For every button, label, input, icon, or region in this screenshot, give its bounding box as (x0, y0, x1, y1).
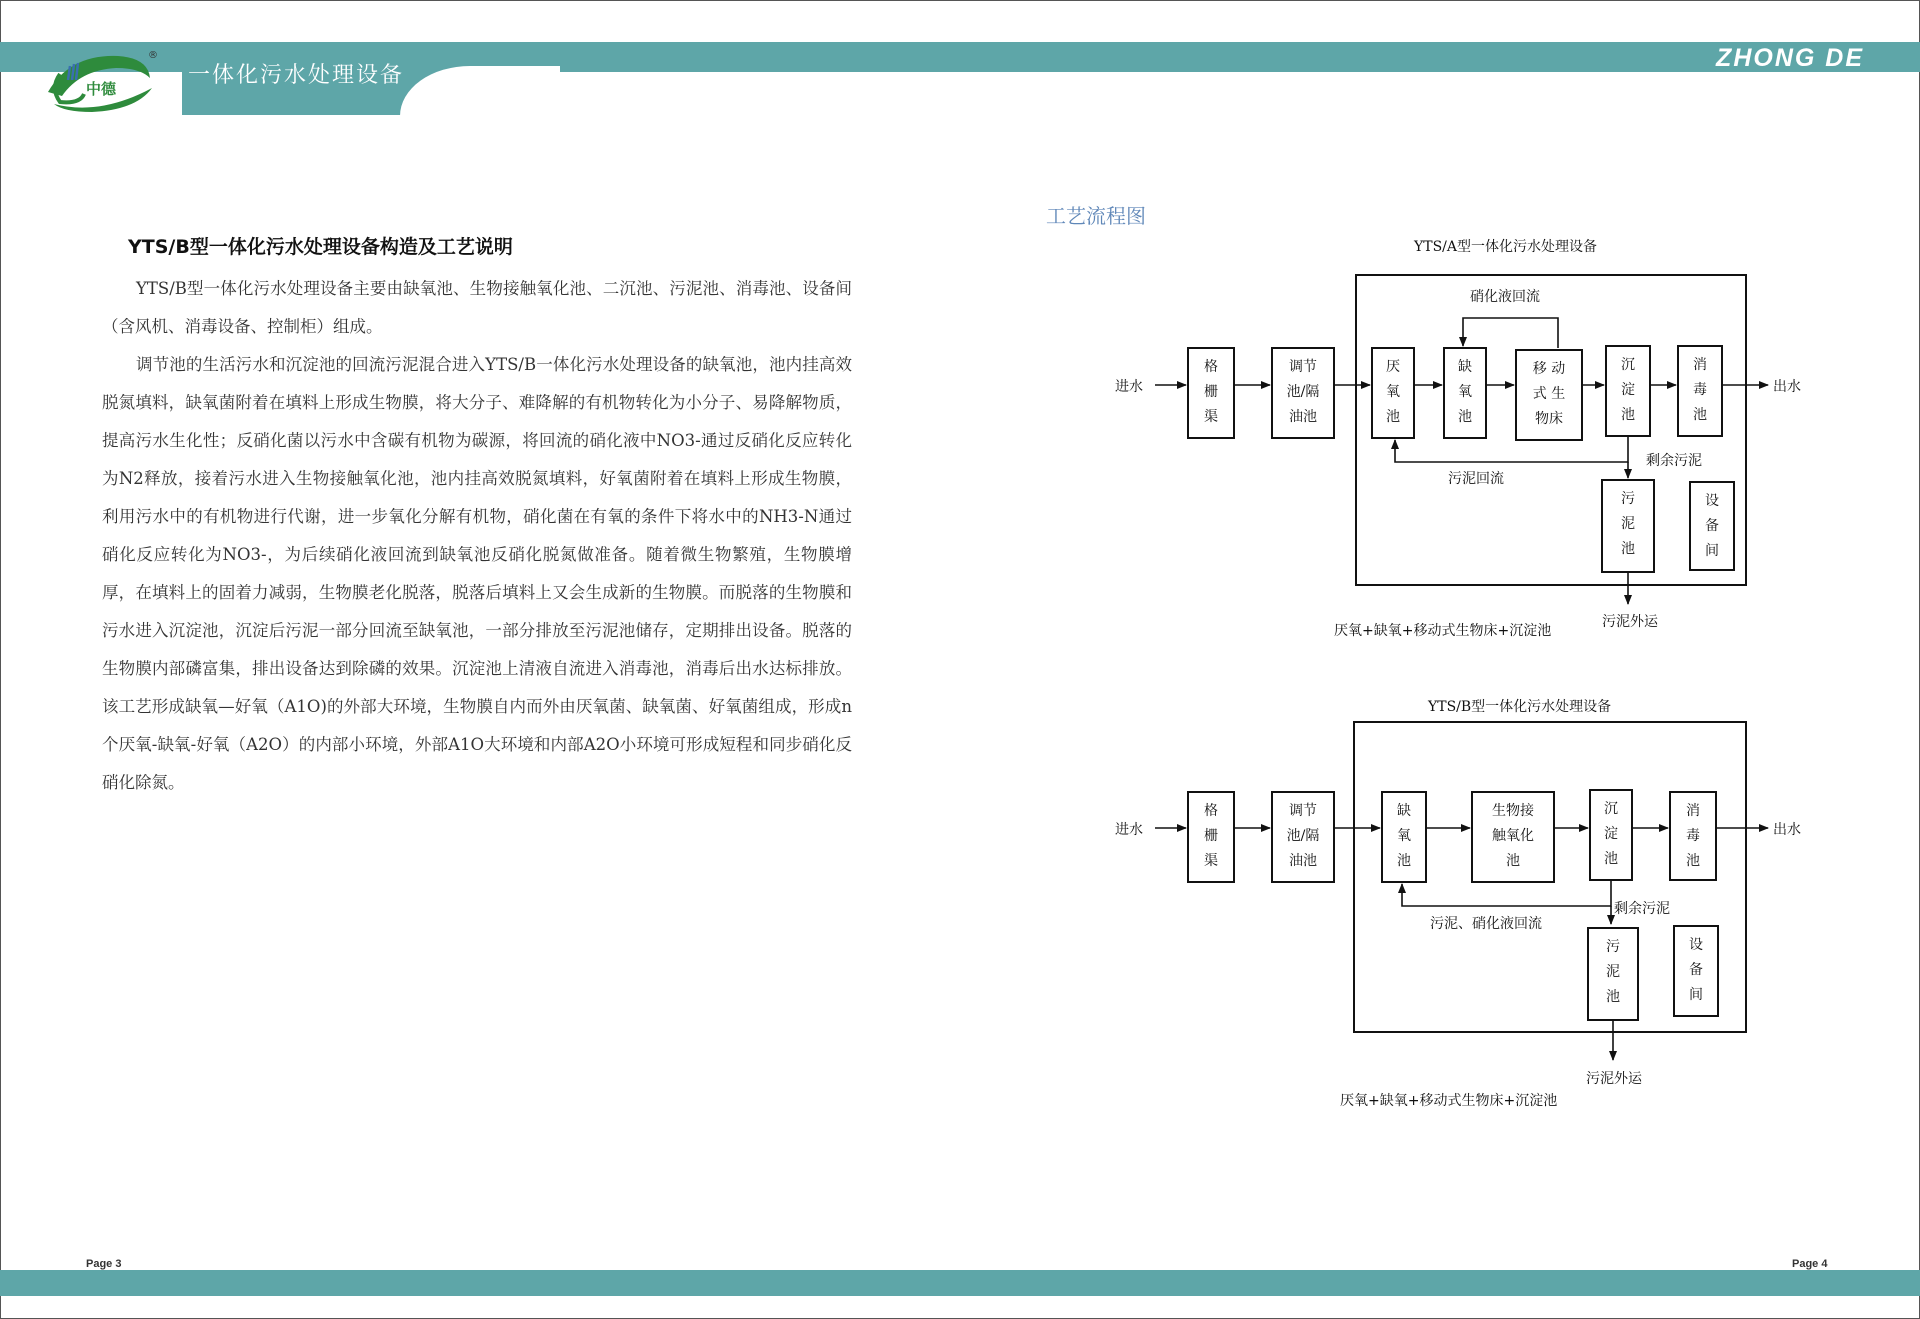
diagram-a-outlet-label: 出水 (1773, 379, 1801, 395)
svg-text:泥: 泥 (1621, 516, 1635, 532)
diagram-a-inlet-label: 进水 (1115, 379, 1143, 395)
svg-text:池: 池 (1686, 853, 1700, 869)
svg-text:池: 池 (1506, 853, 1520, 869)
svg-text:调节: 调节 (1289, 803, 1317, 819)
svg-text:厌: 厌 (1386, 359, 1400, 375)
svg-text:油池: 油池 (1289, 853, 1317, 869)
diagram-a-title: YTS/A型一体化污水处理设备 (1414, 239, 1597, 255)
diagram-a-excess-sludge-label: 剩余污泥 (1646, 453, 1702, 469)
svg-text:设: 设 (1689, 937, 1703, 953)
svg-text:毒: 毒 (1693, 382, 1707, 398)
logo-text: 中德 (86, 80, 117, 98)
svg-text:间: 间 (1689, 987, 1703, 1003)
diagram-a-recycle-top-label: 硝化液回流 (1470, 289, 1540, 305)
svg-text:渠: 渠 (1204, 853, 1218, 869)
svg-text:移 动: 移 动 (1532, 361, 1566, 377)
svg-text:毒: 毒 (1686, 828, 1700, 844)
svg-text:氧: 氧 (1397, 828, 1411, 844)
diagram-b-caption: 厌氧+缺氧+移动式生物床+沉淀池 (1340, 1093, 1558, 1109)
paragraph-2: 调节池的生活污水和沉淀池的回流污泥混合进入YTS/B一体化污水处理设备的缺氧池，池内挂高效脱氮填料，缺氧菌附着在填料上形成生物膜，将大分子、难降解的有机物转化为小分子、易降解物质，提高污水生化性；反硝化菌以污水中含碳有机物为碳源，将回流的硝化液中NO3-通过反硝化反应转化为N2释放，接着污水进入生物接触氧化池，池内挂高效脱氮填料，好氧菌附着在填料上形成生物膜，利用污水中的有机物进行代谢，进一步氧化分解有机物，硝化菌在有氧的条件下将水中的NH3-N通过硝化反应转化为NO3-，为后续硝化液回流到缺氧池反硝化脱氮做准备。随着微生物繁殖，生物膜增厚，在填料上的固着力减弱，生物膜老化脱落，脱落后填料上又会生成新的生物膜。而脱落的生物膜和污水进入沉淀池，沉淀后污泥一部分回流至缺氧池，一部分排放至污泥池储存，定期排出设备。脱落的生物膜内部磷富集，排出设备达到除磷的效果。沉淀池上清液自流进入消毒池，消毒后出水达标排放。该工艺形成缺氧—好氧（A1O)的外部大环境，生物膜自内而外由厌氧菌、缺氧菌、好氧菌组成，形成n个厌氧-缺氧-好氧（A2O）的内部小环境，外部A1O大环境和内部A2O小环境可形成短程和同步硝化反硝化除氮。 (102, 355, 852, 792)
svg-text:生物接: 生物接 (1492, 803, 1534, 819)
diagram-a-sludge-out-label: 污泥外运 (1602, 614, 1658, 630)
svg-text:渠: 渠 (1204, 409, 1218, 425)
svg-text:泥: 泥 (1606, 964, 1620, 980)
svg-text:淀: 淀 (1604, 826, 1618, 842)
diagram-b-excess-sludge-label: 剩余污泥 (1614, 901, 1670, 917)
page-number-left: Page 3 (86, 1258, 122, 1270)
svg-text:式 生: 式 生 (1532, 386, 1566, 402)
paragraph-1: YTS/B型一体化污水处理设备主要由缺氧池、生物接触氧化池、二沉池、污泥池、消毒池、设备间（含风机、消毒设备、控制柜）组成。 (102, 279, 852, 336)
svg-text:触氧化: 触氧化 (1492, 828, 1534, 844)
svg-text:淀: 淀 (1621, 382, 1635, 398)
svg-text:沉: 沉 (1621, 357, 1635, 373)
diagram-a-recycle-bottom-label: 污泥回流 (1448, 471, 1504, 487)
svg-text:备: 备 (1689, 962, 1703, 978)
svg-text:栅: 栅 (1204, 828, 1218, 844)
flow-chart-title: 工艺流程图 (1046, 204, 1146, 228)
diagram-b-outlet-label: 出水 (1773, 822, 1801, 838)
svg-text:消: 消 (1686, 803, 1700, 819)
svg-text:池: 池 (1386, 409, 1400, 425)
brand-name: ZHONG DE (1716, 44, 1864, 72)
svg-text:氧: 氧 (1458, 384, 1472, 400)
diagram-a-caption: 厌氧+缺氧+移动式生物床+沉淀池 (1334, 623, 1552, 639)
svg-text:物床: 物床 (1535, 411, 1563, 427)
svg-text:®: ® (148, 50, 158, 61)
diagram-b-inlet-label: 进水 (1115, 822, 1143, 838)
svg-text:消: 消 (1693, 357, 1707, 373)
svg-text:格: 格 (1204, 359, 1218, 375)
svg-text:池: 池 (1604, 851, 1618, 867)
svg-text:污: 污 (1606, 939, 1620, 955)
svg-text:池: 池 (1458, 409, 1472, 425)
svg-text:池: 池 (1621, 541, 1635, 557)
svg-text:池/隔: 池/隔 (1286, 828, 1320, 844)
svg-text:格: 格 (1204, 803, 1218, 819)
svg-text:池/隔: 池/隔 (1286, 384, 1320, 400)
svg-text:氧: 氧 (1386, 384, 1400, 400)
section-heading: YTS/B型一体化污水处理设备构造及工艺说明 (128, 236, 513, 258)
page-number-right: Page 4 (1792, 1258, 1828, 1270)
footer-band (0, 1270, 1920, 1296)
svg-text:池: 池 (1693, 407, 1707, 423)
svg-text:缺: 缺 (1458, 359, 1472, 375)
svg-text:池: 池 (1397, 853, 1411, 869)
diagram-b-title: YTS/B型一体化污水处理设备 (1428, 699, 1612, 715)
svg-text:设: 设 (1705, 493, 1719, 509)
svg-text:池: 池 (1621, 407, 1635, 423)
svg-text:栅: 栅 (1204, 384, 1218, 400)
svg-text:污: 污 (1621, 491, 1635, 507)
svg-text:缺: 缺 (1397, 803, 1411, 819)
svg-text:池: 池 (1606, 989, 1620, 1005)
header-title: 一体化污水处理设备 (188, 63, 405, 88)
diagram-b-recycle-label: 污泥、硝化液回流 (1430, 916, 1542, 932)
svg-text:备: 备 (1705, 518, 1719, 534)
svg-text:油池: 油池 (1289, 409, 1317, 425)
svg-text:调节: 调节 (1289, 359, 1317, 375)
svg-text:间: 间 (1705, 543, 1719, 559)
svg-text:沉: 沉 (1604, 801, 1618, 817)
diagram-b-sludge-out-label: 污泥外运 (1586, 1071, 1642, 1087)
